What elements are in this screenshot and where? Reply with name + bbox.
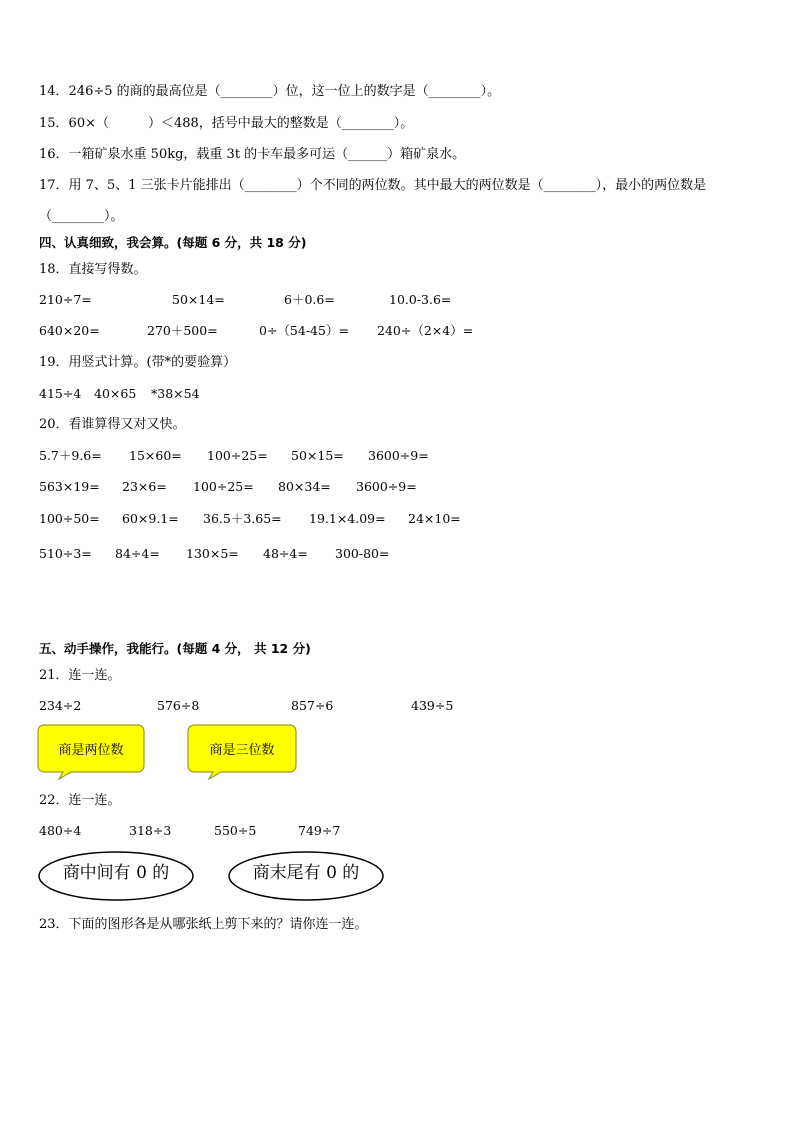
q18-expression: 640×20=: [39, 323, 100, 338]
q18-expression: 10.0-3.6=: [389, 292, 452, 307]
q20-expression: 300-80=: [335, 546, 390, 561]
question-15: 15．60×（ ）＜488，括号中最大的整数是（________）。: [39, 116, 414, 131]
q18-expression: 240÷（2×4）=: [377, 323, 474, 338]
question-17-continued: （________）。: [39, 209, 124, 224]
q20-expression: 563×19=: [39, 479, 100, 494]
q18-expression: 270＋500=: [147, 323, 218, 338]
q21-expression: 439÷5: [411, 698, 454, 713]
q22-expression: 480÷4: [39, 823, 82, 838]
q20-expression: 100÷25=: [207, 448, 268, 463]
q20-expression: 36.5＋3.65=: [203, 511, 282, 526]
question-23: 23．下面的图形各是从哪张纸上剪下来的？请你连一连。: [39, 917, 368, 932]
section-4-heading: 四、认真细致，我会算。(每题 6 分，共 18 分): [39, 235, 307, 250]
q20-expression: 48÷4=: [263, 546, 308, 561]
ellipse-zero-at-end[interactable]: [227, 850, 385, 902]
question-19: 19．用竖式计算。(带*的要验算）: [39, 355, 237, 370]
q20-expression: 60×9.1=: [122, 511, 179, 526]
q20-expression: 23×6=: [122, 479, 167, 494]
q18-expression: 6＋0.6=: [284, 292, 335, 307]
question-21: 21．连一连。: [39, 668, 121, 683]
q20-expression: 3600÷9=: [368, 448, 429, 463]
question-20: 20．看谁算得又对又快。: [39, 417, 186, 432]
q20-expression: 3600÷9=: [356, 479, 417, 494]
q20-expression: 510÷3=: [39, 546, 92, 561]
section-5-heading: 五、动手操作，我能行。(每题 4 分， 共 12 分): [39, 641, 311, 656]
q19-expression: 415÷4: [39, 386, 82, 401]
callout-label: 商是两位数: [58, 743, 124, 758]
ellipse-zero-in-middle[interactable]: [37, 850, 195, 902]
q20-expression: 80×34=: [278, 479, 331, 494]
q21-expression: 576÷8: [157, 698, 200, 713]
q20-expression: 50×15=: [291, 448, 344, 463]
q20-expression: 130×5=: [186, 546, 239, 561]
q20-expression: 19.1×4.09=: [309, 511, 386, 526]
q20-expression: 15×60=: [129, 448, 182, 463]
q21-expression: 857÷6: [291, 698, 334, 713]
q22-expression: 550÷5: [214, 823, 257, 838]
question-17: 17．用 7、5、1 三张卡片能排出（________）个不同的两位数。其中最大的两位数是（________），最小的两位数是: [39, 178, 707, 193]
q19-expression: 40×65: [94, 386, 137, 401]
q18-expression: 210÷7=: [39, 292, 92, 307]
q18-expression: 50×14=: [172, 292, 225, 307]
q18-expression: 0÷（54-45）=: [259, 323, 349, 338]
q20-expression: 84÷4=: [115, 546, 160, 561]
q20-expression: 100÷50=: [39, 511, 100, 526]
callout-three-digit-quotient[interactable]: [187, 724, 297, 780]
ellipse-label: 商末尾有 0 的: [252, 863, 360, 883]
question-14: 14．246÷5 的商的最高位是（________）位，这一位上的数字是（________）。: [39, 84, 501, 99]
ellipse-label: 商中间有 0 的: [62, 863, 170, 883]
q21-expression: 234÷2: [39, 698, 82, 713]
q20-expression: 5.7＋9.6=: [39, 448, 102, 463]
q22-expression: 749÷7: [298, 823, 341, 838]
question-16: 16．一箱矿泉水重 50kg，载重 3t 的卡车最多可运（______）箱矿泉水。: [39, 147, 466, 162]
question-22: 22．连一连。: [39, 793, 121, 808]
callout-label: 商是三位数: [209, 743, 275, 758]
callout-two-digit-quotient[interactable]: [37, 724, 145, 780]
q20-expression: 100÷25=: [193, 479, 254, 494]
q20-expression: 24×10=: [408, 511, 461, 526]
q22-expression: 318÷3: [129, 823, 172, 838]
question-18: 18．直接写得数。: [39, 262, 147, 277]
q19-expression: *38×54: [151, 386, 200, 401]
